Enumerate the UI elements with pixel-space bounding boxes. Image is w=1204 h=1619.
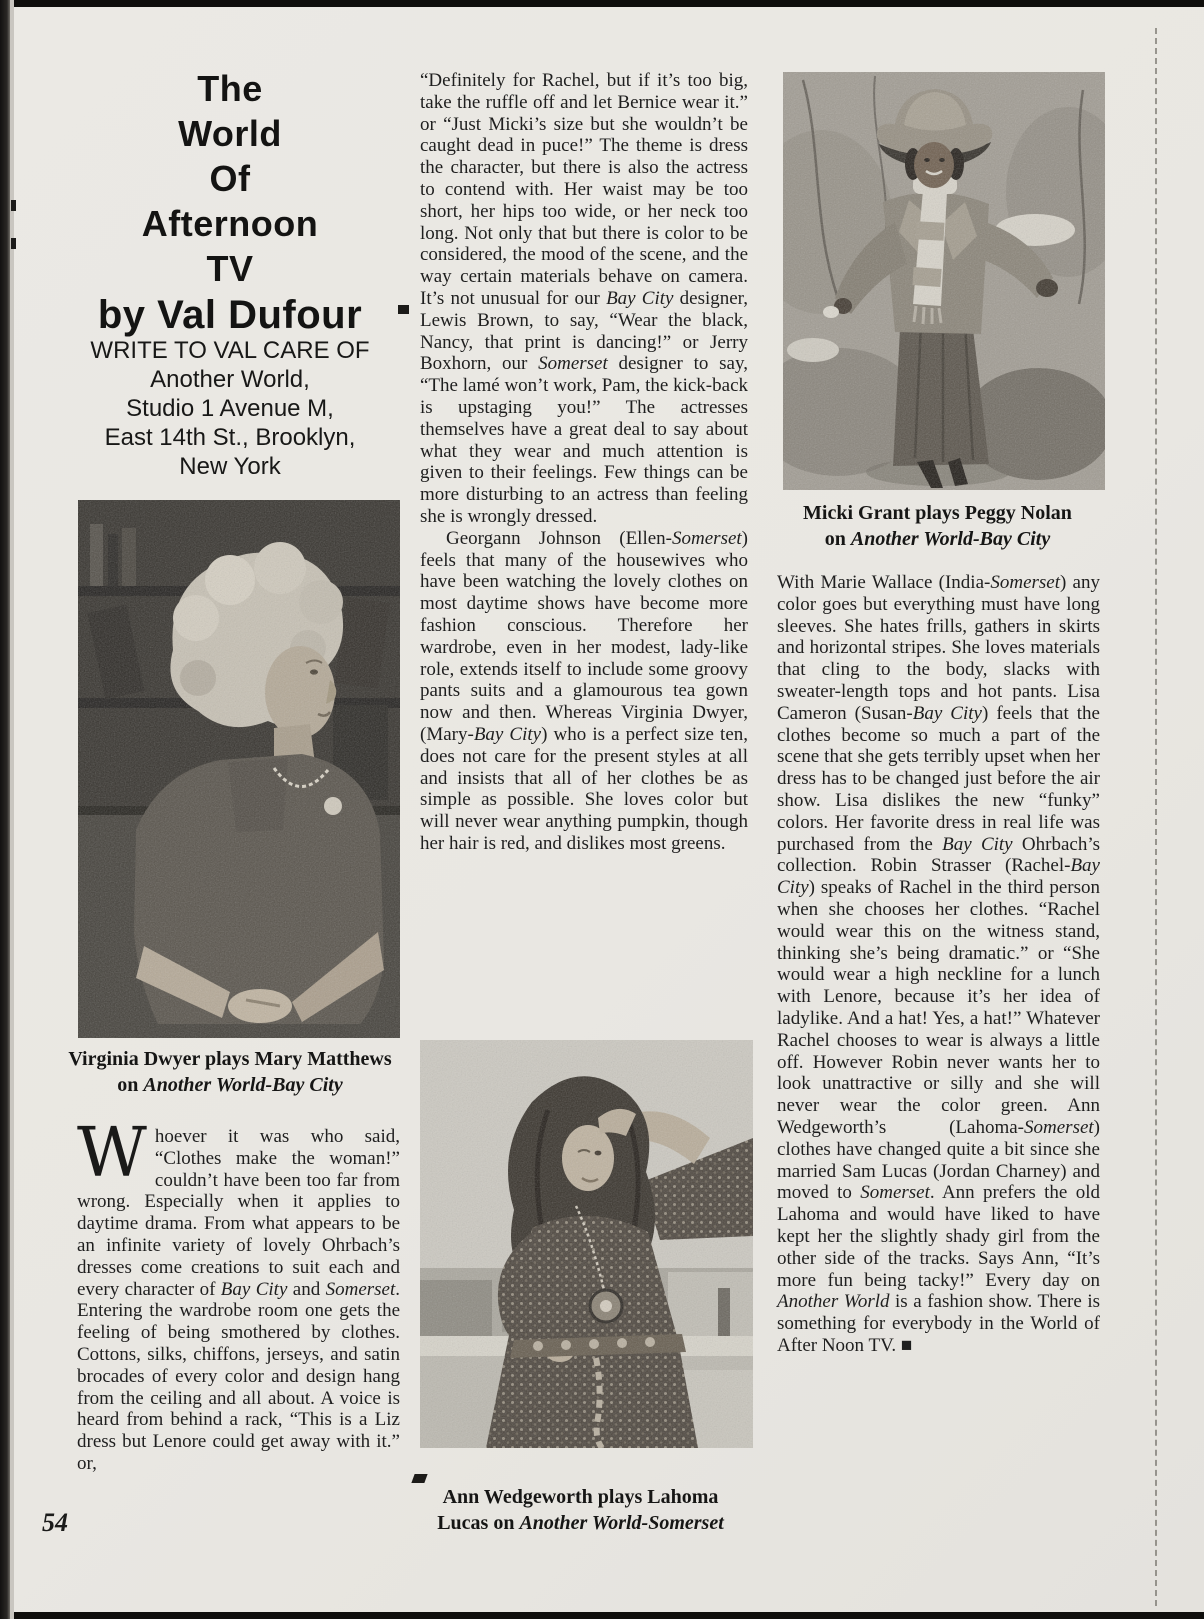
title-line: Afternoon bbox=[141, 203, 319, 244]
article-left-column bbox=[77, 1114, 401, 1475]
caption-line: Virginia Dwyer plays Mary Matthews bbox=[68, 1048, 392, 1070]
byline: by Val Dufour bbox=[97, 293, 363, 337]
left-paragraph: hoever it was who said, “Clothes make the woman!” couldn’t have been too far from wrong. Especially when it applies to daytime drama. From what appears to be an infinite variety of lovely Ohrbach’s dresses come creations to suit each and every character of Bay City and Somerset. Entering the wardrobe room one gets the feeling of being smothered by clothes. Cottons, silks, chiffons, jerseys, and satin brocades of every color and design hang from the ceiling and all about. A voice is heard from behind a rack, “This is a Liz dress but Lenore could get away with it.” or, bbox=[77, 1126, 401, 1474]
caption-line: Lucas on Another World-Somerset bbox=[437, 1512, 724, 1534]
title-line: The bbox=[197, 68, 263, 109]
middle-paragraph-1: “Definitely for Rachel, but if it’s too big, take the ruffle off and let Bernice wear it.” or “Just Micki’s size but she wouldn’t be caught dead in puce!” The theme is dress the character, but there is also the actress to contend with. Her waist may be too short, her hips too wide, or her neck too long. Not only that but there is color to be considered, the mood of the scene, and the way certain materials behave on camera. It’s not unusual for our Bay City designer, Lewis Brown, to say, “Wear the black, Nancy, that print is dancing!” or Jerry Boxhorn, our Somerset designer to say, “The lamé won’t work, Pam, the kick-back is upstaging you!” The actresses themselves have a great deal to say about what they wear and much attention is given to their feelings. Few things can be more disturbing to an actress than feeling she is wrongly dressed. bbox=[420, 70, 748, 527]
photo-micki-grant bbox=[783, 72, 1105, 490]
address-line: Another World, bbox=[150, 366, 310, 393]
title-line: Of bbox=[209, 158, 251, 199]
registration-tick bbox=[11, 238, 16, 249]
caption-line: Micki Grant plays Peggy Nolan bbox=[803, 502, 1072, 524]
address-line: New York bbox=[179, 453, 281, 480]
address-line: Studio 1 Avenue M, bbox=[126, 395, 334, 422]
title-line: TV bbox=[206, 248, 254, 289]
bottom-edge-bar bbox=[0, 1612, 1204, 1619]
registration-tick bbox=[11, 200, 16, 211]
caption-virginia-dwyer bbox=[55, 1046, 405, 1098]
caption-line: on Another World-Bay City bbox=[117, 1074, 343, 1096]
right-paragraph: With Marie Wallace (India-Somerset) any color goes but everything must have long sleeves. She hates frills, gathers in skirts and horizontal stripes. She loves materials that cling to the body, slacks with sweater-length tops and hot pants. Lisa Cameron (Susan-Bay City) feels that the clothes become so much a part of the scene that she gets terribly upset when her dress has to be changed just before the air show. Lisa dislikes the new “funky” colors. Her favorite dress in real life was purchased from the Bay City Ohrbach’s collection. Robin Strasser (Rachel-Bay City) speaks of Rachel in the third person when she chooses her clothes. “Rachel would wear this on the witness stand, thinking she’s being dramatic.” or “She would wear a high neckline for a lunch with Lenore, because it’s her idea of ladylike. And a hat! Yes, a hat!” Whatever Rachel chooses to wear is always a little off. However Robin never wants her to look unattractive or silly and she will never wear the color green. Ann Wedgeworth’s (Lahoma-Somerset) clothes have changed quite a bit since she married Sam Lucas (Jordan Charney) and moved to Somerset. Ann prefers the old Lahoma and would have liked to have kept her the slightly shady girl from the other side of the tracks. Says Ann, “It’s more fun being tacky!” Every day on Another World is a fashion show. There is something for everybody in the World of After Noon TV. ■ bbox=[777, 572, 1101, 1356]
page-number: 54 bbox=[42, 1508, 68, 1537]
photo-ann-wedgeworth bbox=[420, 1040, 753, 1448]
caption-line: Ann Wedgeworth plays Lahoma bbox=[442, 1486, 719, 1508]
title-line: World bbox=[178, 113, 282, 154]
middle-paragraph-2: Georgann Johnson (Ellen-Somerset) feels that many of the housewives who have been watching the lovely clothes on most daytime shows have become more fashion conscious. Therefore her wardrobe, even in her modest, lady-like role, extends itself to include some groovy pants suits and a glamourous tea gown now and then. Whereas Virginia Dwyer, (Mary-Bay City) who is a perfect size ten, does not care for the present styles at all and insists that all of her clothes be as simple as possible. She loves color but will never wear anything pumpkin, though her hair is red, and dislikes most greens. bbox=[420, 527, 749, 854]
caption-ann-wedgeworth bbox=[408, 1484, 753, 1536]
article-title bbox=[55, 66, 405, 339]
page-fold-line bbox=[1155, 28, 1157, 1606]
caption-line: on Another World-Bay City bbox=[824, 528, 1051, 550]
top-edge-bar bbox=[0, 0, 1204, 7]
article-middle-column bbox=[420, 70, 748, 855]
write-in-address bbox=[55, 336, 405, 481]
caption-micki-grant bbox=[765, 500, 1110, 552]
ink-blot bbox=[411, 1474, 427, 1483]
drop-cap: W bbox=[77, 1114, 147, 1193]
left-binding-strip bbox=[0, 0, 10, 1619]
address-line: East 14th St., Brooklyn, bbox=[104, 424, 356, 451]
photo-virginia-dwyer bbox=[78, 500, 400, 1038]
article-right-column bbox=[777, 572, 1100, 1357]
address-line: WRITE TO VAL CARE OF bbox=[90, 337, 370, 364]
